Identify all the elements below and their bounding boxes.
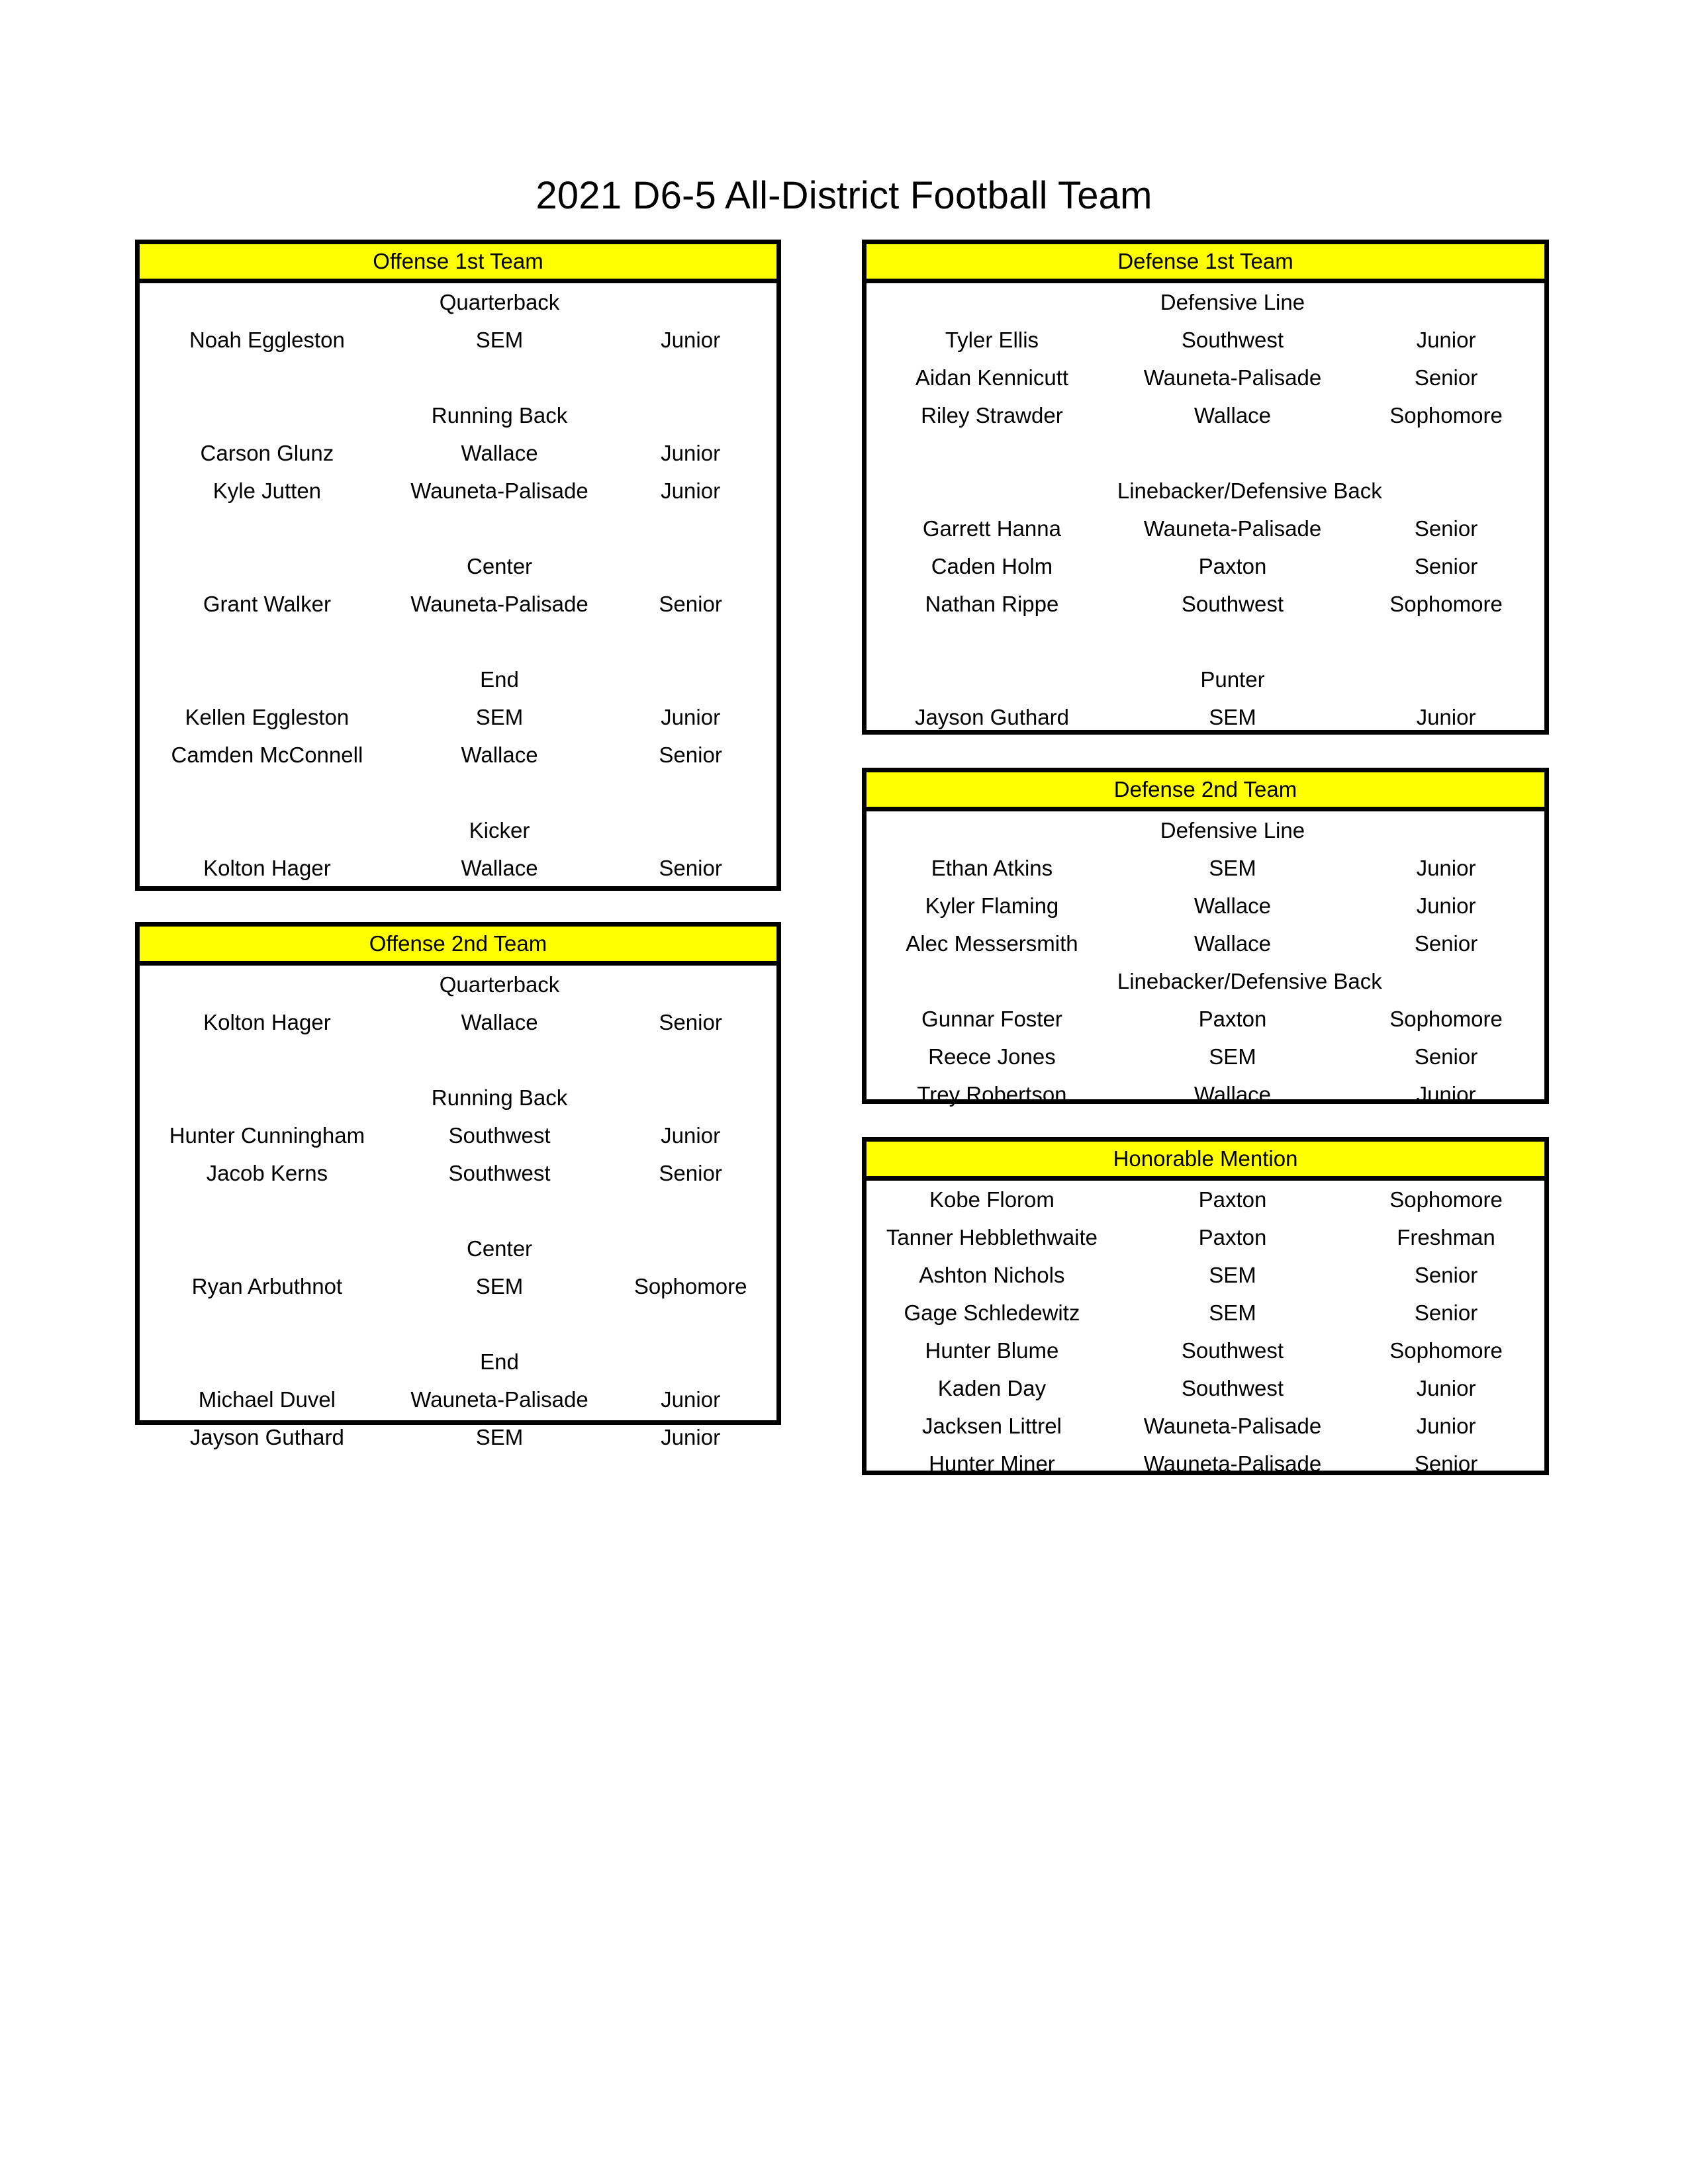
player-team: Paxton [1198, 553, 1267, 578]
player-team: Southwest [1181, 591, 1284, 616]
player-name: Kobe Florom [929, 1187, 1055, 1212]
player-team: Southwest [1181, 327, 1284, 352]
player-team: Wauneta-Palisade [1143, 365, 1322, 390]
player-grade: Junior [1416, 704, 1476, 729]
player-grade: Sophomore [1389, 402, 1503, 428]
player-team: Wauneta-Palisade [410, 478, 588, 503]
position-heading-end [140, 1343, 776, 1381]
panel-body-offense-1st-team [140, 283, 776, 887]
row-spacer [140, 1192, 776, 1230]
player-grade: Junior [661, 327, 721, 352]
player-grade: Junior [1416, 327, 1476, 352]
row-spacer [140, 510, 776, 547]
player-grade: Senior [1414, 553, 1478, 578]
player-name: Gage Schledewitz [904, 1300, 1080, 1325]
position-label: Defensive Line [1160, 817, 1305, 842]
panel-body-defense-1st-team [867, 283, 1544, 736]
table-row [867, 849, 1544, 887]
panel-body-offense-2nd-team [140, 966, 776, 1456]
player-name: Hunter Miner [929, 1451, 1055, 1476]
player-name: Ashton Nichols [919, 1262, 1065, 1287]
position-label: Running Back [431, 1085, 568, 1110]
player-name: Jayson Guthard [914, 704, 1069, 729]
player-team: Wallace [461, 855, 538, 880]
player-team: Paxton [1198, 1224, 1267, 1250]
table-row [140, 434, 776, 472]
position-heading-defensive-line [867, 811, 1544, 849]
table-row [140, 321, 776, 359]
player-grade: Junior [661, 704, 721, 729]
player-team: Wallace [461, 440, 538, 465]
player-team: Wallace [1194, 893, 1272, 918]
table-row [140, 1381, 776, 1418]
player-grade: Junior [661, 440, 721, 465]
player-team: Wauneta-Palisade [1143, 516, 1322, 541]
player-grade: Senior [659, 1009, 722, 1034]
player-name: Kaden Day [937, 1375, 1047, 1400]
player-name: Camden McConnell [171, 742, 363, 767]
player-team: SEM [475, 704, 524, 729]
position-label: Kicker [469, 817, 530, 842]
panel-header-offense-2nd-team: Offense 2nd Team [140, 927, 776, 966]
table-row [867, 359, 1544, 396]
player-name: Garrett Hanna [922, 516, 1061, 541]
player-name: Nathan Rippe [925, 591, 1059, 616]
player-team: Wauneta-Palisade [410, 591, 588, 616]
table-row [867, 698, 1544, 736]
player-name: Ryan Arbuthnot [191, 1273, 343, 1298]
row-spacer [867, 434, 1544, 472]
position-heading-punter [867, 660, 1544, 698]
player-team: SEM [1209, 1262, 1256, 1287]
player-name: Gunnar Foster [921, 1006, 1062, 1031]
player-team: Wallace [461, 742, 538, 767]
position-heading-quarterback [140, 966, 776, 1003]
player-team: Southwest [448, 1122, 551, 1148]
player-grade: Senior [659, 742, 722, 767]
player-team: Wauneta-Palisade [410, 1387, 588, 1412]
player-team: SEM [1209, 855, 1256, 880]
table-row [140, 472, 776, 510]
position-heading-kicker [140, 811, 776, 849]
table-row [867, 1369, 1544, 1407]
table-row [867, 925, 1544, 962]
player-grade: Sophomore [1389, 1338, 1503, 1363]
player-grade: Sophomore [633, 1273, 747, 1298]
player-name: Tanner Hebblethwaite [886, 1224, 1098, 1250]
table-row [140, 1154, 776, 1192]
table-row [140, 849, 776, 887]
player-grade: Senior [1414, 516, 1478, 541]
table-row [140, 1267, 776, 1305]
position-label: Punter [1200, 666, 1265, 692]
player-grade: Sophomore [1389, 591, 1503, 616]
table-row [140, 698, 776, 736]
table-row [867, 1332, 1544, 1369]
position-heading-linebacker-defensive-back [867, 962, 1544, 1000]
player-grade: Senior [659, 855, 722, 880]
player-name: Jayson Guthard [189, 1424, 344, 1449]
panel-header-honorable-mention: Honorable Mention [867, 1142, 1544, 1181]
player-team: Southwest [1181, 1375, 1284, 1400]
panel-header-defense-1st-team: Defense 1st Team [867, 244, 1544, 283]
panel-defense-1st-team [862, 240, 1549, 735]
position-label: End [480, 1349, 519, 1374]
player-team: Wallace [461, 1009, 538, 1034]
player-grade: Senior [1414, 1451, 1478, 1476]
player-team: Wallace [1194, 931, 1272, 956]
player-team: Wallace [1194, 402, 1272, 428]
position-label: End [480, 666, 519, 692]
player-grade: Junior [661, 1424, 721, 1449]
player-name: Jacob Kerns [206, 1160, 328, 1185]
player-grade: Sophomore [1389, 1006, 1503, 1031]
player-team: Wallace [1194, 1081, 1272, 1107]
player-name: Kyle Jutten [212, 478, 322, 503]
row-spacer [140, 774, 776, 811]
player-team: Paxton [1198, 1006, 1267, 1031]
page-title: 2021 D6-5 All-District Football Team [536, 173, 1152, 217]
player-name: Ethan Atkins [931, 855, 1053, 880]
table-row [867, 1445, 1544, 1482]
player-grade: Junior [1416, 893, 1476, 918]
row-spacer [140, 359, 776, 396]
player-team: Wauneta-Palisade [1143, 1451, 1322, 1476]
player-grade: Junior [1416, 855, 1476, 880]
table-row [867, 1181, 1544, 1218]
player-team: SEM [1209, 1300, 1256, 1325]
row-spacer [140, 1305, 776, 1343]
player-grade: Junior [661, 478, 721, 503]
player-grade: Senior [659, 1160, 722, 1185]
player-team: Wauneta-Palisade [1143, 1413, 1322, 1438]
player-name: Carson Glunz [200, 440, 334, 465]
table-row [867, 547, 1544, 585]
player-team: Southwest [1181, 1338, 1284, 1363]
table-row [867, 510, 1544, 547]
position-label: Linebacker/Defensive Back [1117, 478, 1382, 503]
player-name: Jacksen Littrel [921, 1413, 1062, 1438]
player-grade: Senior [1414, 1262, 1478, 1287]
player-team: Southwest [448, 1160, 551, 1185]
player-grade: Freshman [1397, 1224, 1495, 1250]
table-row [867, 1038, 1544, 1075]
row-spacer [140, 1041, 776, 1079]
table-row [867, 1407, 1544, 1445]
player-name: Kyler Flaming [925, 893, 1059, 918]
position-heading-running-back [140, 1079, 776, 1116]
table-row [867, 1294, 1544, 1332]
player-grade: Sophomore [1389, 1187, 1503, 1212]
player-grade: Junior [1416, 1413, 1476, 1438]
table-row [867, 585, 1544, 623]
position-label: Quarterback [439, 972, 560, 997]
table-row [867, 321, 1544, 359]
table-row [867, 887, 1544, 925]
player-team: SEM [1209, 704, 1256, 729]
table-row [867, 1218, 1544, 1256]
position-label: Linebacker/Defensive Back [1117, 968, 1382, 993]
player-grade: Senior [659, 591, 722, 616]
table-row [867, 1000, 1544, 1038]
player-grade: Junior [661, 1122, 721, 1148]
player-team: SEM [475, 327, 524, 352]
position-heading-center [140, 1230, 776, 1267]
player-name: Tyler Ellis [945, 327, 1039, 352]
player-team: SEM [475, 1273, 524, 1298]
table-row [140, 736, 776, 774]
position-label: Running Back [431, 402, 568, 428]
player-name: Hunter Blume [925, 1338, 1059, 1363]
position-label: Defensive Line [1160, 289, 1305, 314]
table-row [867, 1075, 1544, 1113]
table-row [140, 1116, 776, 1154]
player-name: Reece Jones [928, 1044, 1056, 1069]
player-name: Hunter Cunningham [169, 1122, 365, 1148]
table-row [867, 396, 1544, 434]
panel-offense-1st-team [135, 240, 781, 891]
row-spacer [867, 623, 1544, 660]
player-team: SEM [475, 1424, 524, 1449]
position-heading-defensive-line [867, 283, 1544, 321]
table-row [140, 1003, 776, 1041]
player-team: Paxton [1198, 1187, 1267, 1212]
position-heading-center [140, 547, 776, 585]
player-name: Caden Holm [931, 553, 1053, 578]
panel-body-defense-2nd-team [867, 811, 1544, 1113]
player-name: Noah Eggleston [189, 327, 345, 352]
player-name: Aidan Kennicutt [915, 365, 1069, 390]
table-row [867, 1256, 1544, 1294]
player-name: Alec Messersmith [906, 931, 1078, 956]
player-name: Kolton Hager [203, 1009, 331, 1034]
panel-offense-2nd-team [135, 922, 781, 1449]
panel-header-defense-2nd-team: Defense 2nd Team [867, 772, 1544, 811]
position-heading-linebacker-defensive-back [867, 472, 1544, 510]
position-heading-quarterback [140, 283, 776, 321]
position-label: Center [466, 1236, 533, 1261]
panel-defense-2nd-team [862, 768, 1549, 1107]
player-grade: Senior [1414, 1044, 1478, 1069]
table-row [140, 585, 776, 623]
player-name: Trey Robertson [917, 1081, 1067, 1107]
player-name: Kellen Eggleston [185, 704, 350, 729]
player-grade: Junior [1416, 1375, 1476, 1400]
player-grade: Senior [1414, 365, 1478, 390]
panel-honorable-mention [862, 1137, 1549, 1475]
panel-body-honorable-mention [867, 1181, 1544, 1482]
player-name: Kolton Hager [203, 855, 331, 880]
player-team: SEM [1209, 1044, 1256, 1069]
position-label: Quarterback [439, 289, 560, 314]
player-grade: Junior [661, 1387, 721, 1412]
row-spacer [140, 623, 776, 660]
panel-header-offense-1st-team: Offense 1st Team [140, 244, 776, 283]
player-grade: Senior [1414, 1300, 1478, 1325]
position-heading-running-back [140, 396, 776, 434]
position-label: Center [466, 553, 533, 578]
player-grade: Junior [1416, 1081, 1476, 1107]
player-name: Riley Strawder [921, 402, 1063, 428]
position-heading-end [140, 660, 776, 698]
player-name: Michael Duvel [198, 1387, 336, 1412]
player-grade: Senior [1414, 931, 1478, 956]
table-row [140, 1418, 776, 1456]
player-name: Grant Walker [203, 591, 331, 616]
